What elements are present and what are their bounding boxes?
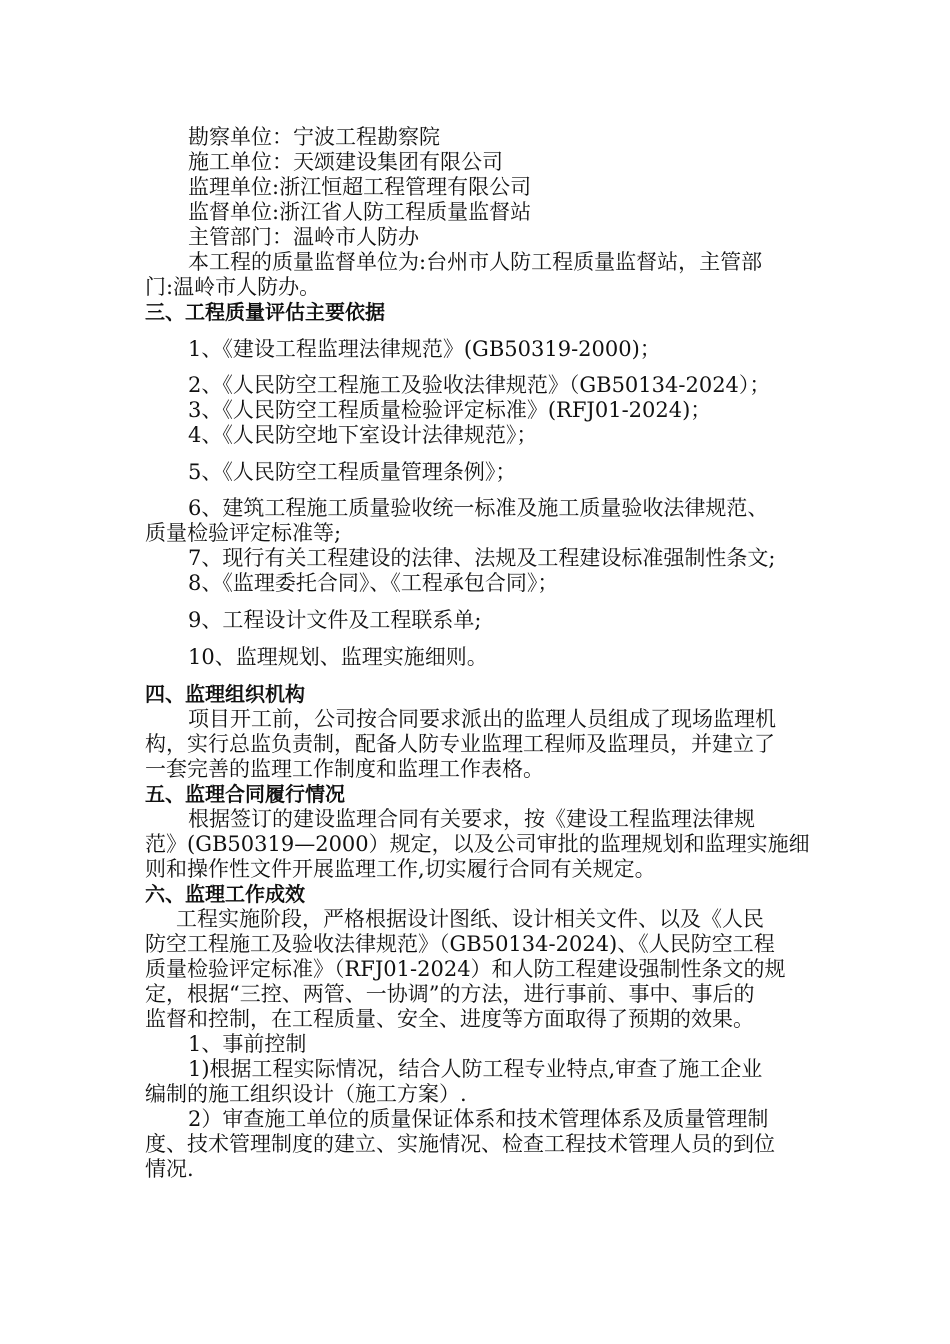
section-heading-4: 四、监理组织机构 — [145, 682, 305, 706]
supervision-unit-line: 监理单位:浙江恒超工程管理有限公司 — [188, 175, 532, 199]
basis-item-1: 1、《建设工程监理法律规范》(GB50319-2000)； — [188, 337, 661, 361]
subsection-heading: 1、事前控制 — [188, 1032, 307, 1056]
section-heading-3: 三、工程质量评估主要依据 — [145, 300, 385, 324]
paragraph-line: 构，实行总监负责制，配备人防专业监理工程师及监理员，并建立了 — [145, 732, 775, 756]
paragraph-line: 监督和控制，在工程质量、安全、进度等方面取得了预期的效果。 — [145, 1007, 754, 1031]
paragraph-line: 则和操作性文件开展监理工作,切实履行合同有关规定。 — [145, 857, 656, 881]
paragraph-line: 质量检验评定标准》（RFJ01-2024）和人防工程建设强制性条文的规 — [145, 957, 786, 981]
paragraph-line: 情况. — [145, 1157, 194, 1181]
basis-item-8: 8、《监理委托合同》、《工程承包合同》； — [188, 571, 559, 595]
basis-item-3: 3、《人民防空工程质量检验评定标准》(RFJ01-2024)； — [188, 398, 712, 422]
basis-item-10: 10、监理规划、监理实施细则。 — [188, 645, 488, 669]
paragraph-line: 一套完善的监理工作制度和监理工作表格。 — [145, 757, 544, 781]
paragraph-line: 门:温岭市人防办。 — [145, 275, 321, 299]
basis-item-5: 5、《人民防空工程质量管理条例》； — [188, 460, 517, 484]
paragraph-line: 2）审查施工单位的质量保证体系和技术管理体系及质量管理制 — [188, 1107, 769, 1131]
competent-department-line: 主管部门：温岭市人防办 — [188, 225, 419, 249]
paragraph-line: 根据签订的建设监理合同有关要求，按《建设工程监理法律规 — [188, 807, 755, 831]
paragraph-line: 定，根据“三控、两管、一协调”的方法，进行事前、事中、事后的 — [145, 982, 755, 1006]
section-heading-6: 六、监理工作成效 — [145, 882, 305, 906]
paragraph-line: 度、技术管理制度的建立、实施情况、检查工程技术管理人员的到位 — [145, 1132, 775, 1156]
section-heading-5: 五、监理合同履行情况 — [145, 782, 345, 806]
paragraph-line: 工程实施阶段，严格根据设计图纸、设计相关文件、以及《人民 — [176, 907, 764, 931]
basis-item-2: 2、《人民防空工程施工及验收法律规范》（GB50134-2024）； — [188, 373, 771, 397]
oversight-unit-line: 监督单位:浙江省人防工程质量监督站 — [188, 200, 532, 224]
paragraph-line: 1)根据工程实际情况，结合人防工程专业特点,审查了施工企业 — [188, 1057, 763, 1081]
construction-unit-line: 施工单位：天颂建设集团有限公司 — [188, 150, 503, 174]
basis-item-7: 7、现行有关工程建设的法律、法规及工程建设标准强制性条文; — [188, 546, 776, 570]
basis-item-6: 6、建筑工程施工质量验收统一标准及施工质量验收法律规范、 — [188, 496, 769, 520]
basis-item-9: 9、工程设计文件及工程联系单; — [188, 608, 482, 632]
basis-item-4: 4、《人民防空地下室设计法律规范》； — [188, 423, 538, 447]
paragraph-line: 编制的施工组织设计（施工方案）. — [145, 1082, 467, 1106]
survey-unit-line: 勘察单位：宁波工程勘察院 — [188, 125, 440, 149]
paragraph-line: 本工程的质量监督单位为:台州市人防工程质量监督站，主管部 — [188, 250, 763, 274]
paragraph-line: 防空工程施工及验收法律规范》（GB50134-2024)、《人民防空工程 — [145, 932, 775, 956]
paragraph-line: 范》(GB50319—2000）规定，以及公司审批的监理规划和监理实施细 — [145, 832, 810, 856]
basis-item-6-cont: 质量检验评定标准等; — [145, 521, 342, 545]
paragraph-line: 项目开工前，公司按合同要求派出的监理人员组成了现场监理机 — [188, 707, 776, 731]
